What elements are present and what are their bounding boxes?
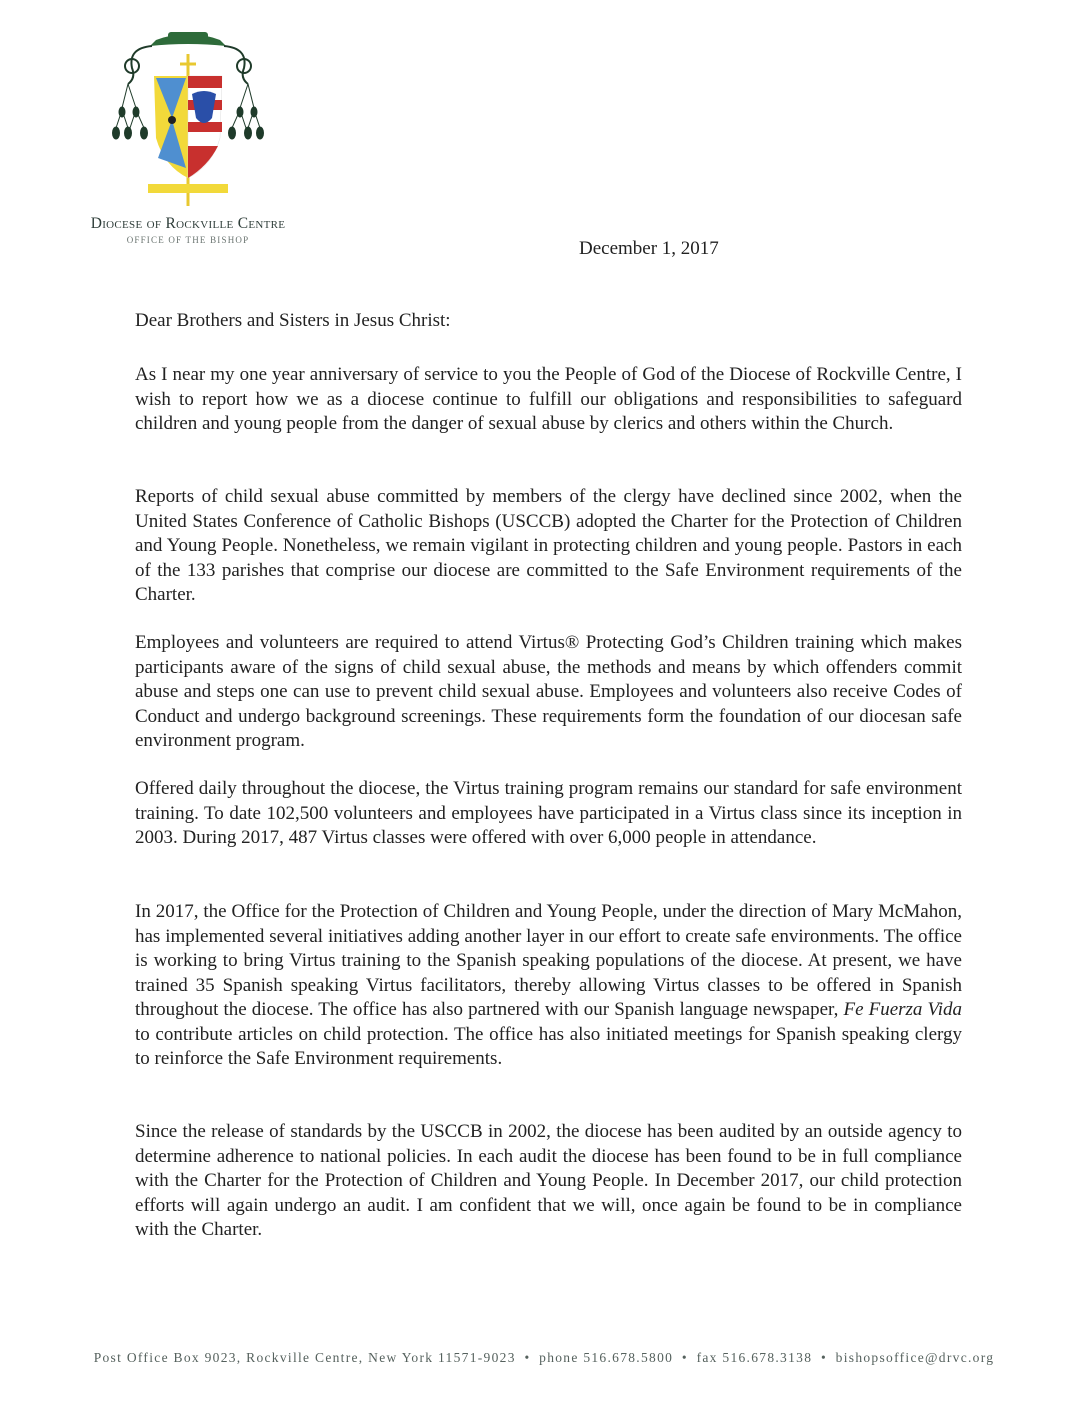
bullet-separator: • (820, 1350, 827, 1365)
footer-address: Post Office Box 9023, Rockville Centre, New York 11571-9023 (93, 1350, 516, 1365)
paragraph-5-text-a: In 2017, the Office for the Protection of Children and Young People, under the direction of Mary McMahon, has implemented several initiatives adding another layer in our effort to create safe environments. The office is working to bring Virtus training to the Spanish speaking populations of the diocese. At present, we have trained 35 Spanish speaking Virtus facilitators, thereby allowing Virtus classes to be offered in Spanish throughout the diocese. The office has also partnered with our Spanish language newspaper, (135, 901, 962, 1020)
letter-date: December 1, 2017 (579, 238, 719, 259)
paragraph-2: Reports of child sexual abuse committed by members of the clergy have declined since 2002, when the United States Conference of Catholic Bishops (USCCB) adopted the Charter for the Protection of Children and Young People. Nonetheless, we remain vigilant in protecting children and young people. Pastors in each of the 133 parishes that comprise our diocese are committed to the Safe Environment requirements of the Charter. (135, 486, 962, 605)
paragraph-5-text-b: to contribute articles on child protection. The office has also initiated meetings for Spanish speaking clergy to reinforce the Safe Environment requirements. (135, 1023, 962, 1069)
footer-contact (0, 1350, 1088, 1366)
coat-of-arms-icon (108, 28, 268, 213)
office-name: OFFICE OF THE BISHOP (126, 235, 250, 245)
paragraph-1: As I near my one year anniversary of service to you the People of God of the Diocese of Rockville Centre, I wish to report how we as a diocese continue to fulfill our obligations and responsibilities to safeguard children and young people from the danger of sexual abuse by clerics and others within the Church. (135, 364, 962, 434)
bullet-separator: • (681, 1350, 688, 1365)
paragraph-6: Since the release of standards by the USCCB in 2002, the diocese has been audited by an outside agency to determine adherence to national policies. In each audit the diocese has been found to be in full compliance with the Charter for the Protection of Children and Young People. In December 2017, our child protection efforts will again undergo an audit. I am confident that we will, once again be found to be in compliance with the Charter. (135, 1121, 962, 1240)
organization-name: Diocese of Rockville Centre (90, 215, 286, 232)
footer-fax: fax 516.678.3138 (696, 1350, 813, 1365)
paragraph-5 (135, 900, 962, 1072)
paragraph-3: Employees and volunteers are required to attend Virtus® Protecting God’s Children training which makes participants aware of the signs of child sexual abuse, the methods and means by which offenders commit abuse and steps one can use to prevent child sexual abuse. Employees and volunteers also receive Codes of Conduct and undergo background screenings. These requirements form the foundation of our diocesan safe environment program. (135, 632, 962, 751)
salutation: Dear Brothers and Sisters in Jesus Christ: (135, 310, 451, 331)
footer-phone: phone 516.678.5800 (539, 1350, 674, 1365)
footer-email[interactable]: bishopsoffice@drvc.org (835, 1350, 995, 1365)
paragraph-4: Offered daily throughout the diocese, the Virtus training program remains our standard for safe environment training. To date 102,500 volunteers and employees have participated in a Virtus class since its inception in 2003. During 2017, 487 Virtus classes were offered with over 6,000 people in attendance. (135, 778, 962, 848)
bullet-separator: • (524, 1350, 531, 1365)
newspaper-title: Fe Fuerza Vida (843, 999, 962, 1020)
